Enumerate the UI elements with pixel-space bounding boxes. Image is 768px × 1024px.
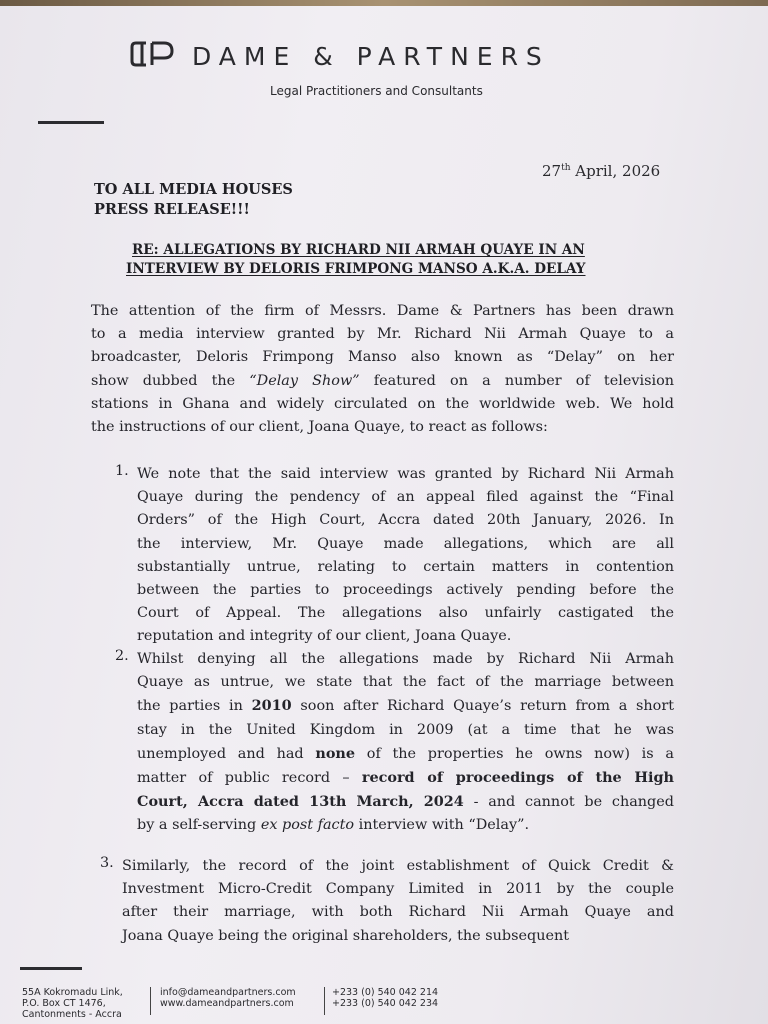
text-run: of the properties he owns now) is a [355, 745, 674, 762]
item-number: 3. [100, 855, 114, 871]
item-paragraph [137, 463, 674, 649]
addressee-line: PRESS RELEASE!!! [94, 201, 250, 218]
text-line: Quaye as untrue, we state that the fact of the marriage between [137, 674, 674, 691]
subject-heading [126, 241, 586, 279]
text-run: featured on a number of television [359, 372, 674, 389]
paper-top-edge [0, 0, 768, 6]
text-line: stations in Ghana and widely circulated on the worldwide web. We hold [91, 395, 674, 412]
text-line [91, 370, 674, 393]
bold-text: record of proceedings of the High [361, 769, 674, 787]
text-line: Whilst denying all the allegations made by Richard Nii Armah [137, 651, 674, 667]
text-line: to a media interview granted by Mr. Richard Nii Armah Quaye to a [91, 326, 674, 343]
text-line [137, 814, 674, 837]
text-run: unemployed and had [137, 745, 316, 762]
footer-web [160, 987, 296, 1009]
firm-tagline: Legal Practitioners and Consultants [270, 84, 483, 98]
footer-divider [20, 967, 82, 970]
footer-address [22, 987, 123, 1020]
footer-phones [332, 987, 438, 1009]
intro-paragraph [91, 300, 674, 439]
text-line: The attention of the firm of Messrs. Dame & Partners has been drawn [91, 303, 674, 319]
text-run: show dubbed the [91, 372, 250, 389]
text-line [137, 742, 674, 766]
text-run: matter of public record – [137, 770, 362, 787]
text-run: soon after Richard Quaye’s return from a short [291, 698, 674, 715]
text-run: the parties in [137, 698, 252, 715]
footer-phone: +233 (0) 540 042 234 [332, 998, 439, 1009]
addressee [94, 180, 293, 220]
bold-text: none [315, 744, 356, 762]
footer-line: Cantonments - Accra [22, 1009, 122, 1020]
text-line: the instructions of our client, Joana Quaye, to react as follows: [91, 419, 548, 436]
footer-line: 55A Kokromadu Link, [22, 987, 123, 998]
date-suffix: th [561, 163, 571, 173]
italic-text: “Delay Show” [249, 372, 360, 389]
subject-line: INTERVIEW BY DELORIS FRIMPONG MANSO A.K.A. DELAY [126, 261, 586, 277]
text-line: after their marriage, with both Richard Nii Armah Quaye and [122, 904, 674, 921]
firm-name: DAME & PARTNERS [192, 42, 550, 71]
text-line: Investment Micro-Credit Company Limited in 2011 by the couple [122, 881, 674, 898]
bold-text: 2010 [251, 697, 292, 715]
text-line: broadcaster, Deloris Frimpong Manso also known as “Delay” on her [91, 349, 674, 366]
addressee-line: TO ALL MEDIA HOUSES [94, 181, 293, 198]
text-line: Court of Appeal. The allegations also unfairly castigated the [137, 605, 674, 622]
footer-line: P.O. Box CT 1476, [22, 998, 106, 1009]
text-line: Joana Quaye being the original shareholders, the subsequent [122, 927, 570, 944]
text-line: substantially untrue, relating to certain matters in contention [137, 558, 674, 575]
item-number: 2. [115, 648, 129, 664]
italic-text: ex post facto [260, 817, 355, 834]
text-line [137, 694, 674, 718]
text-run: - and cannot be changed [463, 794, 674, 811]
text-line [137, 766, 674, 790]
text-line: reputation and integrity of our client, Joana Quaye. [137, 628, 512, 645]
bold-text: Court, Accra dated 13th March, 2024 [137, 793, 464, 811]
text-line [137, 790, 674, 814]
text-run: interview with “Delay”. [354, 817, 530, 834]
item-paragraph [137, 648, 674, 838]
firm-logo-icon [130, 40, 176, 68]
header-divider [38, 121, 104, 124]
text-line: between the parties to proceedings actively pending before the [137, 582, 674, 599]
text-line: Quaye during the pendency of an appeal filed against the “Final [137, 489, 674, 506]
text-run: by a self-serving [137, 817, 261, 834]
text-line: Similarly, the record of the joint establishment of Quick Credit & [122, 858, 674, 874]
text-line: We note that the said interview was granted by Richard Nii Armah [137, 466, 674, 482]
text-line: Orders” of the High Court, Accra dated 20th January, 2026. In [137, 512, 674, 529]
item-number: 1. [115, 463, 129, 479]
text-line: stay in the United Kingdom in 2009 (at a time that he was [137, 721, 674, 738]
subject-line: RE: ALLEGATIONS BY RICHARD NII ARMAH QUAYE IN AN [132, 242, 585, 258]
footer-phone: +233 (0) 540 042 214 [332, 987, 439, 998]
footer-email: info@dameandpartners.com [160, 987, 296, 998]
date-day: 27 [542, 162, 562, 180]
item-paragraph [122, 855, 674, 948]
letter-date [542, 162, 660, 180]
date-rest: April, 2026 [570, 162, 661, 180]
footer-website: www.dameandpartners.com [160, 998, 294, 1009]
text-line: the interview, Mr. Quaye made allegations, which are all [137, 535, 674, 552]
